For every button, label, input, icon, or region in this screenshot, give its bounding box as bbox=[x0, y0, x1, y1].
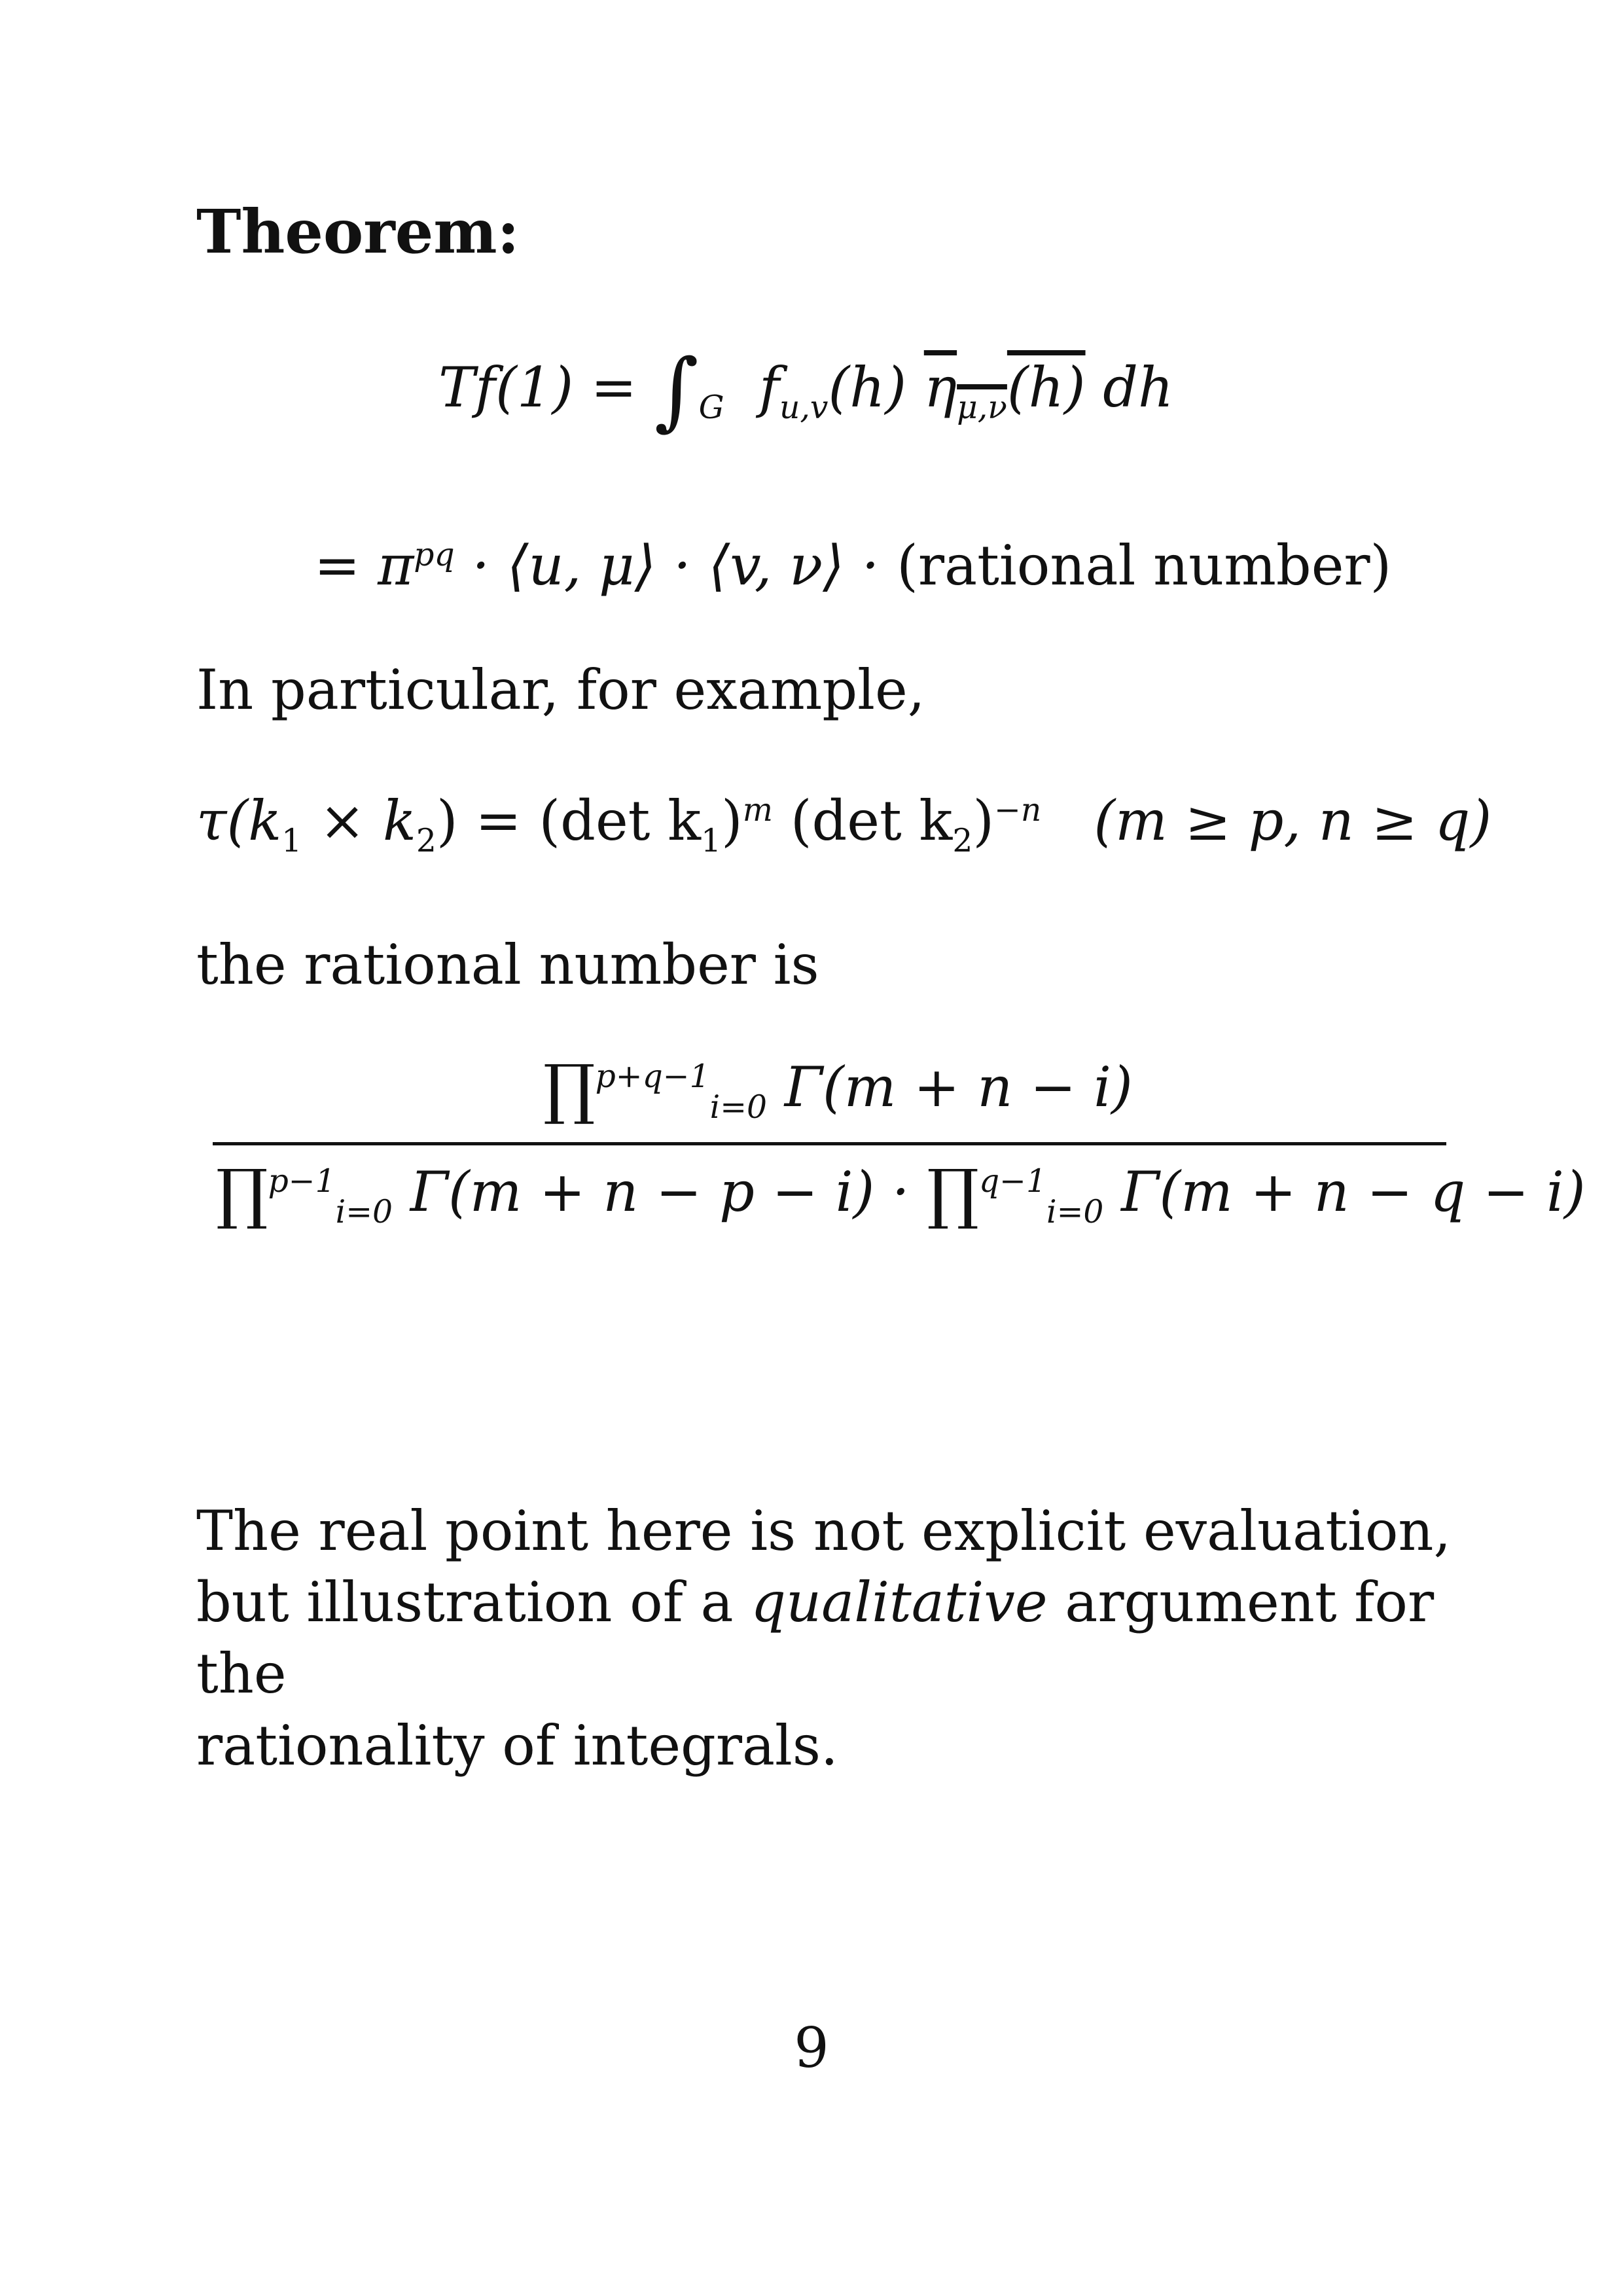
function-f-subscript: u,v bbox=[779, 389, 829, 426]
theorem-heading: Theorem: bbox=[196, 196, 520, 267]
tau-sub3: 1 bbox=[701, 822, 722, 859]
closing-line-3: rationality of integrals. bbox=[196, 1713, 838, 1778]
eq2-exponent: pq bbox=[414, 537, 455, 573]
num-body: Γ(m + n − i) bbox=[767, 1055, 1133, 1119]
qualitative-emphasis: qualitative bbox=[751, 1570, 1048, 1635]
tau-det1: ) = (det k bbox=[436, 789, 702, 853]
fraction-numerator bbox=[543, 1050, 1133, 1127]
closing-line-2 bbox=[196, 1567, 1505, 1710]
function-f-argument: (h) bbox=[828, 355, 907, 420]
den2-upper-limit: q−1 bbox=[978, 1163, 1046, 1200]
tau-close1: ) bbox=[721, 789, 743, 853]
eta-subscript: μ,ν bbox=[957, 389, 1007, 426]
product-symbol: ∏ bbox=[216, 1155, 268, 1232]
closing-line-2-post: argument for the bbox=[196, 1570, 1435, 1706]
tau-exp-m: m bbox=[742, 792, 773, 829]
product-symbol: ∏ bbox=[927, 1155, 979, 1232]
conjugate-term bbox=[923, 355, 1086, 426]
den1-body: Γ(m + n − p − i) · bbox=[393, 1160, 927, 1224]
den1-upper-limit: p−1 bbox=[268, 1163, 336, 1200]
tau-exp-n: −n bbox=[994, 792, 1042, 829]
measure-dh: dh bbox=[1103, 355, 1174, 420]
fraction-rule bbox=[213, 1142, 1446, 1145]
fraction-denominator bbox=[216, 1155, 1586, 1232]
rational-equation bbox=[314, 533, 1391, 598]
integral-equation bbox=[438, 340, 1173, 440]
tau-close2: ) bbox=[972, 789, 995, 853]
den2-lower-limit: i=0 bbox=[1046, 1193, 1104, 1230]
eq2-pi: = π bbox=[314, 533, 414, 598]
tau-sub1: 1 bbox=[281, 822, 302, 859]
tau-det2: (det k bbox=[773, 789, 953, 853]
rational-number-intro: the rational number is bbox=[196, 933, 819, 997]
product-symbol: ∏ bbox=[543, 1050, 596, 1127]
integral-sign: ∫ bbox=[654, 340, 699, 440]
num-lower-limit: i=0 bbox=[709, 1088, 768, 1126]
page-number: 9 bbox=[794, 2016, 829, 2080]
tau-sub4: 2 bbox=[952, 822, 973, 859]
den1-lower-limit: i=0 bbox=[335, 1193, 393, 1230]
integral-domain: G bbox=[698, 389, 724, 426]
rational-number-label: (rational number) bbox=[897, 533, 1392, 598]
function-f: f bbox=[758, 355, 780, 420]
eta-argument: (h) bbox=[1007, 355, 1086, 420]
tau-lhs: τ(k bbox=[196, 789, 282, 853]
num-upper-limit: p+q−1 bbox=[595, 1058, 710, 1095]
eq1-lhs: Tf(1) = bbox=[438, 355, 637, 420]
den2-body: Γ(m + n − q − i) bbox=[1103, 1160, 1586, 1224]
closing-line-1: The real point here is not explicit evaluation, bbox=[196, 1499, 1452, 1563]
tau-equation bbox=[196, 789, 1492, 859]
closing-paragraph bbox=[196, 1496, 1505, 1782]
tau-sub2: 2 bbox=[416, 822, 437, 859]
closing-line-2-pre: but illustration of a bbox=[196, 1570, 751, 1635]
eta-symbol: η bbox=[923, 355, 957, 420]
tau-times: × k bbox=[302, 789, 416, 853]
particular-example-text: In particular, for example, bbox=[196, 658, 925, 722]
tau-condition: (m ≥ p, n ≥ q) bbox=[1094, 789, 1492, 853]
eq2-pairings: · ⟨u, μ⟩ · ⟨v, ν⟩ · bbox=[454, 533, 897, 598]
